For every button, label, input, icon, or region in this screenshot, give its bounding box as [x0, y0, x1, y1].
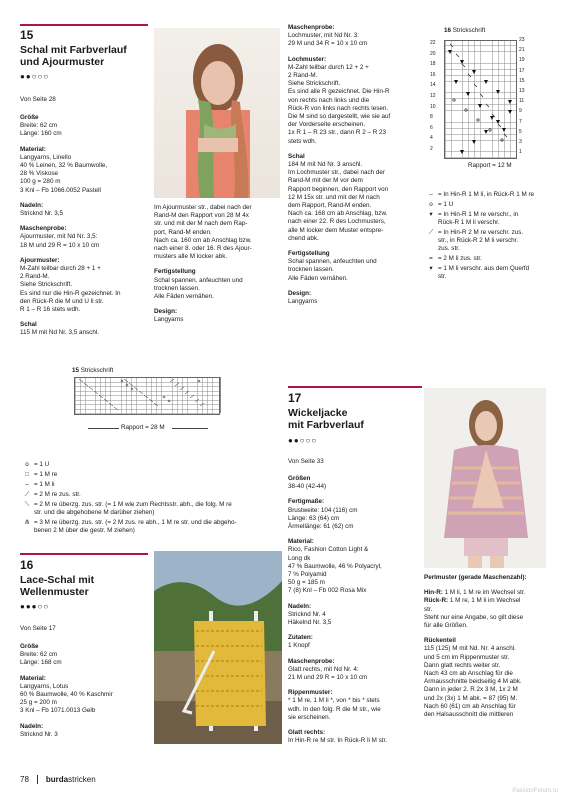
instruction-block: [20, 675, 148, 716]
instruction-block: [288, 153, 422, 243]
legend-row: [424, 265, 556, 281]
block-text: 1 M li, 1 M re im Wechsel str.: [442, 589, 526, 597]
instructions-col1-15: [20, 114, 148, 345]
chart-row-number: 1: [519, 149, 522, 156]
instruction-block: [288, 290, 422, 306]
page-footer: [20, 775, 96, 784]
legend-row: [424, 229, 556, 253]
from-page-15: Von Seite 28: [20, 96, 56, 103]
legend-row: [20, 461, 282, 469]
chart-row-number: 4: [430, 135, 433, 142]
instruction-block: [288, 475, 422, 491]
section-number-15: 15: [20, 28, 34, 42]
chart-symbols-15: [74, 377, 218, 413]
block-text: Schal spannen, anfeuchten und trocknen lassen. Alle Fäden vernähen.: [288, 258, 377, 282]
legend-text: = 1 M li: [34, 481, 55, 488]
rapport-arrow-left-15: [88, 428, 119, 429]
block-text: Ajourmuster, mit Nd Nr. 3,5: 18 M und 29 R = 10 x 10 cm: [20, 233, 100, 249]
block-text: Langyarns: [288, 298, 318, 306]
legend-row: [424, 211, 556, 227]
legend-text: = 2 M li zus. str.: [438, 255, 482, 262]
instruction-block: [288, 634, 422, 650]
photo-wrap-cardigan-17: [424, 388, 546, 568]
block-text: In Hin-R re M str. In Rück-R li M str.: [288, 737, 388, 745]
block-text: 115 (125) M mit Nd. Nr. 4 anschl. und 5 cm im Rippenmuster str. Dann glatt rechts weiter str. Nach 43 cm ab Anschlag für die Armausschnitte beidseitig 4 M abk. Dann in jeder 2. R 2x 3 M, 1x 2 M und 2x (3x) 1 M abk. = 87 (95) M. Nach 60 (61) cm ab Anschlag für den Halsausschnitt die mittleren: [424, 645, 522, 719]
page-number: 78: [20, 775, 29, 784]
block-heading: Zutaten:: [288, 634, 313, 642]
knitting-chart-15: [74, 377, 230, 415]
legend-symbol: o: [25, 461, 29, 468]
difficulty-rating-16: ●●●○○: [20, 602, 50, 611]
brand-bold: burda: [45, 775, 69, 784]
block-text: Lochmuster, mit Nd Nr. 3: 29 M und 34 R = 10 x 10 cm: [288, 32, 368, 48]
legend-symbol: ▾: [429, 265, 433, 272]
block-text: Glatt rechts, mit Nd Nr. 4: 21 M und 29 R = 10 x 10 cm: [288, 665, 368, 682]
block-heading: Fertigmaße:: [288, 498, 325, 506]
block-text: Stricknd Nr. 4 Häkelnd Nr. 3,5: [288, 610, 332, 627]
section-number-16: 16: [20, 558, 34, 572]
legend-symbol: □: [25, 471, 29, 478]
watermark: PassionForum.ru: [512, 788, 558, 794]
rapport-arrow-right-15: [172, 428, 208, 429]
instruction-block: [288, 658, 422, 683]
instruction-block: [20, 146, 148, 195]
difficulty-rating-15: ●●○○○: [20, 72, 50, 81]
chart-row-number: 10: [430, 103, 436, 110]
legend-symbol: ⟋: [428, 229, 434, 236]
legend-text: = 1 M re: [34, 471, 58, 478]
chart-row-number: 20: [430, 50, 436, 57]
block-heading: Maschenprobe:: [288, 657, 335, 665]
instruction-block: [154, 308, 282, 324]
legend-symbol: –: [429, 191, 433, 198]
block-heading: Rippenmuster:: [288, 689, 333, 697]
chart-row-number: 15: [519, 77, 525, 84]
block-heading: Lochmuster:: [288, 55, 327, 63]
instruction-block: [154, 268, 282, 301]
chart-row-number: 21: [519, 47, 525, 54]
section-title-15: Schal mit Farbverlauf und Ajourmuster: [20, 44, 127, 68]
block-heading: Nadeln:: [20, 201, 44, 209]
instructions-col2-17: [424, 574, 556, 726]
chart-row-number: 11: [519, 98, 525, 105]
legend-row: [424, 191, 556, 199]
instruction-block: [154, 204, 282, 261]
difficulty-rating-17: ●●○○○: [288, 436, 318, 445]
instruction-block: [288, 689, 422, 722]
instruction-block: [288, 603, 422, 628]
block-heading: Fertigstellung: [288, 250, 330, 258]
chart-rapport-15: Rapport = 28 M: [121, 424, 165, 431]
block-heading: Material:: [288, 538, 314, 546]
legend-row: [20, 471, 282, 479]
chart-row-number: 5: [519, 128, 522, 135]
block-text: M-Zahl teilbar durch 28 + 1 + 2 Rand-M. Siehe Strickschrift. Es sind nur die Hin-R gezeichnet. In den Rück-R die M und U li str. R 1 – R 16 stets wdh.: [20, 265, 121, 314]
block-heading: Perlmuster (gerade Maschenzahl):: [424, 574, 527, 581]
block-text: Stricknd Nr. 3: [20, 730, 58, 738]
block-text: Breite: 62 cm Länge: 160 cm: [20, 122, 62, 138]
section-rule-16: [20, 553, 148, 555]
from-page-17: Von Seite 33: [288, 458, 324, 465]
chart-row-number: 12: [430, 93, 436, 99]
chart-label-15: 15 Strickschrift: [72, 367, 114, 374]
legend-symbol: –: [25, 481, 29, 488]
block-text: 1 M re, 1 M li im Wechsel str.: [424, 597, 521, 613]
instruction-block: [20, 225, 148, 250]
legend-symbol: ▾: [429, 211, 433, 218]
block-text: * 1 M re, 1 M li *, von * bis * stets wdh. In den folg. R die M str., wie sie erscheinen.: [288, 697, 381, 721]
chart-row-number: 3: [519, 139, 522, 145]
chart-row-scale-15: [220, 377, 229, 413]
block-text: Breite: 62 cm Länge: 168 cm: [20, 651, 62, 667]
instruction-block: [424, 597, 556, 613]
block-heading: Fertigstellung: [154, 268, 196, 276]
instruction-block: [20, 257, 148, 314]
block-text: Im Ajourmuster str., dabei nach der Rand-M den Rapport von 28 M 4x str. und mit der M nach dem Rap- port, Rand-M enden. Nach ca. 160 cm ab Anschlag bzw. nach einer 8. oder 16. R des Ajour- musters alle M locker abk.: [154, 204, 252, 261]
block-text: Langyarns: [154, 316, 184, 324]
legend-text: = 2 M re überzg. zus. str. (= 1 M wie zum Rechtsstr. abh., die folg. M re str. und die abgehobene M darüber ziehen): [34, 501, 232, 516]
photo-lace-scarf-16: [154, 551, 282, 744]
instruction-block: [20, 321, 148, 337]
chart-rapport-16: Rapport = 12 M: [468, 162, 512, 169]
block-heading: Schal: [20, 321, 37, 329]
brand-rest: stricken: [68, 775, 96, 784]
block-text: Langyarns, Linello 40 % Leinen, 32 % Baumwolle, 28 % Viskose 100 g = 280 m 3 Knl – Fb 1066.0052 Pastell: [20, 153, 108, 194]
legend-row: [424, 201, 556, 209]
block-heading: Design:: [288, 289, 312, 297]
block-heading: Glatt rechts:: [288, 729, 326, 737]
block-heading: Maschenprobe:: [288, 24, 335, 31]
legend-symbol: =: [429, 255, 433, 262]
section-number-17: 17: [288, 391, 302, 405]
legend-text: = In Hin-R 1 M re verschr., in Rück-R 1 M li verschr.: [438, 211, 519, 226]
chart-row-number: 13: [519, 88, 525, 94]
chart-legend-16: [424, 191, 556, 283]
chart-symbols-16: [444, 40, 515, 157]
section-title-16: Lace-Schal mit Wellenmuster: [20, 574, 95, 598]
block-text: Steht nur eine Angabe, so gilt diese für alle Größen.: [424, 613, 524, 630]
block-text: Rico, Fashion Cotton Light & Long dk 47 % Baumwolle, 46 % Polyacryl, 7 % Polyamid 50 g = 185 m 7 (8) Knl – Fb 002 Rosa Mix: [288, 546, 382, 595]
from-page-16: Von Seite 17: [20, 625, 56, 632]
instruction-block: [424, 637, 556, 719]
chart-row-number: 7: [519, 118, 522, 125]
legend-text: = 1 U: [34, 461, 50, 468]
chart-row-number: 8: [430, 114, 433, 121]
block-heading: Material:: [20, 145, 46, 153]
block-text: 1 Knopf: [288, 642, 310, 650]
block-text: Langyarns, Lotus 60 % Baumwolle, 40 % Kaschmir 25 g = 200 m 3 Knl – Fb 1071.0013 Gelb: [20, 682, 113, 715]
block-heading: Schal: [288, 152, 305, 160]
chart-row-number: 2: [430, 146, 433, 152]
block-heading: Größen: [288, 475, 311, 482]
legend-symbol: ⟍: [24, 501, 30, 508]
instructions-col2-15: [154, 204, 282, 332]
block-heading: Ajourmuster:: [20, 256, 60, 264]
legend-symbol: ⟋: [24, 491, 30, 498]
instruction-block: [288, 250, 422, 283]
legend-text: = 3 M re überzg. zus. str. (= 2 M zus. re abh., 1 M re str. und die abgeho- benen 2 M über die gestr. M ziehen): [34, 519, 237, 534]
legend-row: [424, 255, 556, 263]
block-text: Brustweite: 104 (116) cm Länge: 63 (64) cm Ärmellänge: 61 (62) cm: [288, 506, 358, 531]
chart-row-number: 14: [430, 82, 436, 89]
chart-row-number: 23: [519, 37, 525, 43]
block-heading: Rückenteil: [424, 637, 456, 645]
chart-legend-15: [20, 461, 282, 537]
legend-row: [20, 519, 282, 535]
legend-text: = 1 U: [438, 201, 454, 208]
instruction-block: [20, 114, 148, 139]
block-heading: Nadeln:: [20, 722, 44, 730]
block-text: M-Zahl teilbar durch 12 + 2 + 2 Rand-M. Siehe Strickschrift. Es sind alle R gezeichnet. Die Hin-R von rechts nach links und die Rück-R von links nach rechts lesen. Die M sind so dargestellt, wie sie auf der Vorderseite erscheinen. 1x R 1 – R 23 str., dann R 2 – R 23 stets wdh.: [288, 63, 391, 145]
chart-label-16: 16 Strickschrift: [444, 27, 486, 34]
chart-row-number: 19: [519, 57, 525, 64]
block-text: Schal spannen, anfeuchten und trocknen lassen. Alle Fäden vernähen.: [154, 276, 243, 301]
instruction-block: [288, 24, 422, 49]
section-rule-17: [288, 386, 422, 388]
legend-row: [20, 481, 282, 489]
block-heading: Hin-R:: [424, 589, 443, 597]
block-heading: Maschenprobe:: [20, 225, 67, 233]
instruction-block: [20, 723, 148, 739]
instructions-col1-16: [20, 643, 148, 746]
chart-row-number: 16: [430, 71, 436, 78]
instruction-block: [424, 614, 556, 630]
legend-text: = 1 M li verschr. aus dem Querfd str.: [438, 265, 530, 280]
legend-row: [20, 501, 282, 517]
block-heading: Größe: [20, 114, 39, 121]
instruction-block: [424, 574, 556, 582]
chart-row-number: 17: [519, 67, 525, 74]
chart-row-number: 22: [430, 40, 436, 46]
chart-row-number: 9: [519, 108, 522, 115]
instruction-block: [288, 498, 422, 531]
instruction-block: [288, 729, 422, 745]
block-text: Stricknd Nr. 3,5: [20, 210, 64, 218]
legend-row: [20, 491, 282, 499]
instructions-col3-16: [288, 24, 422, 313]
instruction-block: [20, 202, 148, 218]
block-heading: Rück-R:: [424, 597, 449, 605]
legend-text: = 2 M re zus. str.: [34, 491, 81, 498]
legend-symbol: ⋔: [24, 519, 30, 526]
instructions-col1-17: [288, 475, 422, 752]
section-rule-15: [20, 24, 148, 26]
section-title-17: Wickeljacke mit Farbverlauf: [288, 407, 364, 431]
block-heading: Nadeln:: [288, 602, 312, 610]
legend-text: = In Hin-R 1 M li, in Rück-R 1 M re: [438, 191, 535, 198]
instruction-block: [424, 589, 556, 597]
instruction-block: [288, 538, 422, 595]
legend-text: = In Hin-R 2 M re verschr. zus. str., in Rück-R 2 M li verschr. zus. str.: [438, 229, 524, 252]
instruction-block: [288, 56, 422, 146]
legend-symbol: o: [429, 201, 433, 208]
block-heading: Größe: [20, 643, 39, 650]
block-text: 115 M mit Nd Nr. 3,5 anschl.: [20, 329, 99, 337]
photo-scarf-15: [154, 28, 280, 198]
knitting-chart-16: [430, 38, 535, 162]
chart-row-number: 18: [430, 61, 436, 68]
block-heading: Material:: [20, 674, 46, 682]
instruction-block: [20, 643, 148, 668]
block-text: 184 M mit Nd Nr. 3 anschl. Im Lochmuster str., dabei nach der Rand-M mit der M vor dem Rapport beginnen, den Rapport von 12 M 15x str. und mit der M nach dem Rapport, Rand-M enden. Nach ca. 168 cm ab Anschlag, bzw. nach einer 22. R des Lochmusters, alle M locker dem Muster entspre- chend abk.: [288, 161, 389, 242]
chart-row-number: 6: [430, 124, 433, 131]
block-heading: Design:: [154, 308, 178, 316]
block-text: 38-40 (42-44): [288, 483, 327, 491]
